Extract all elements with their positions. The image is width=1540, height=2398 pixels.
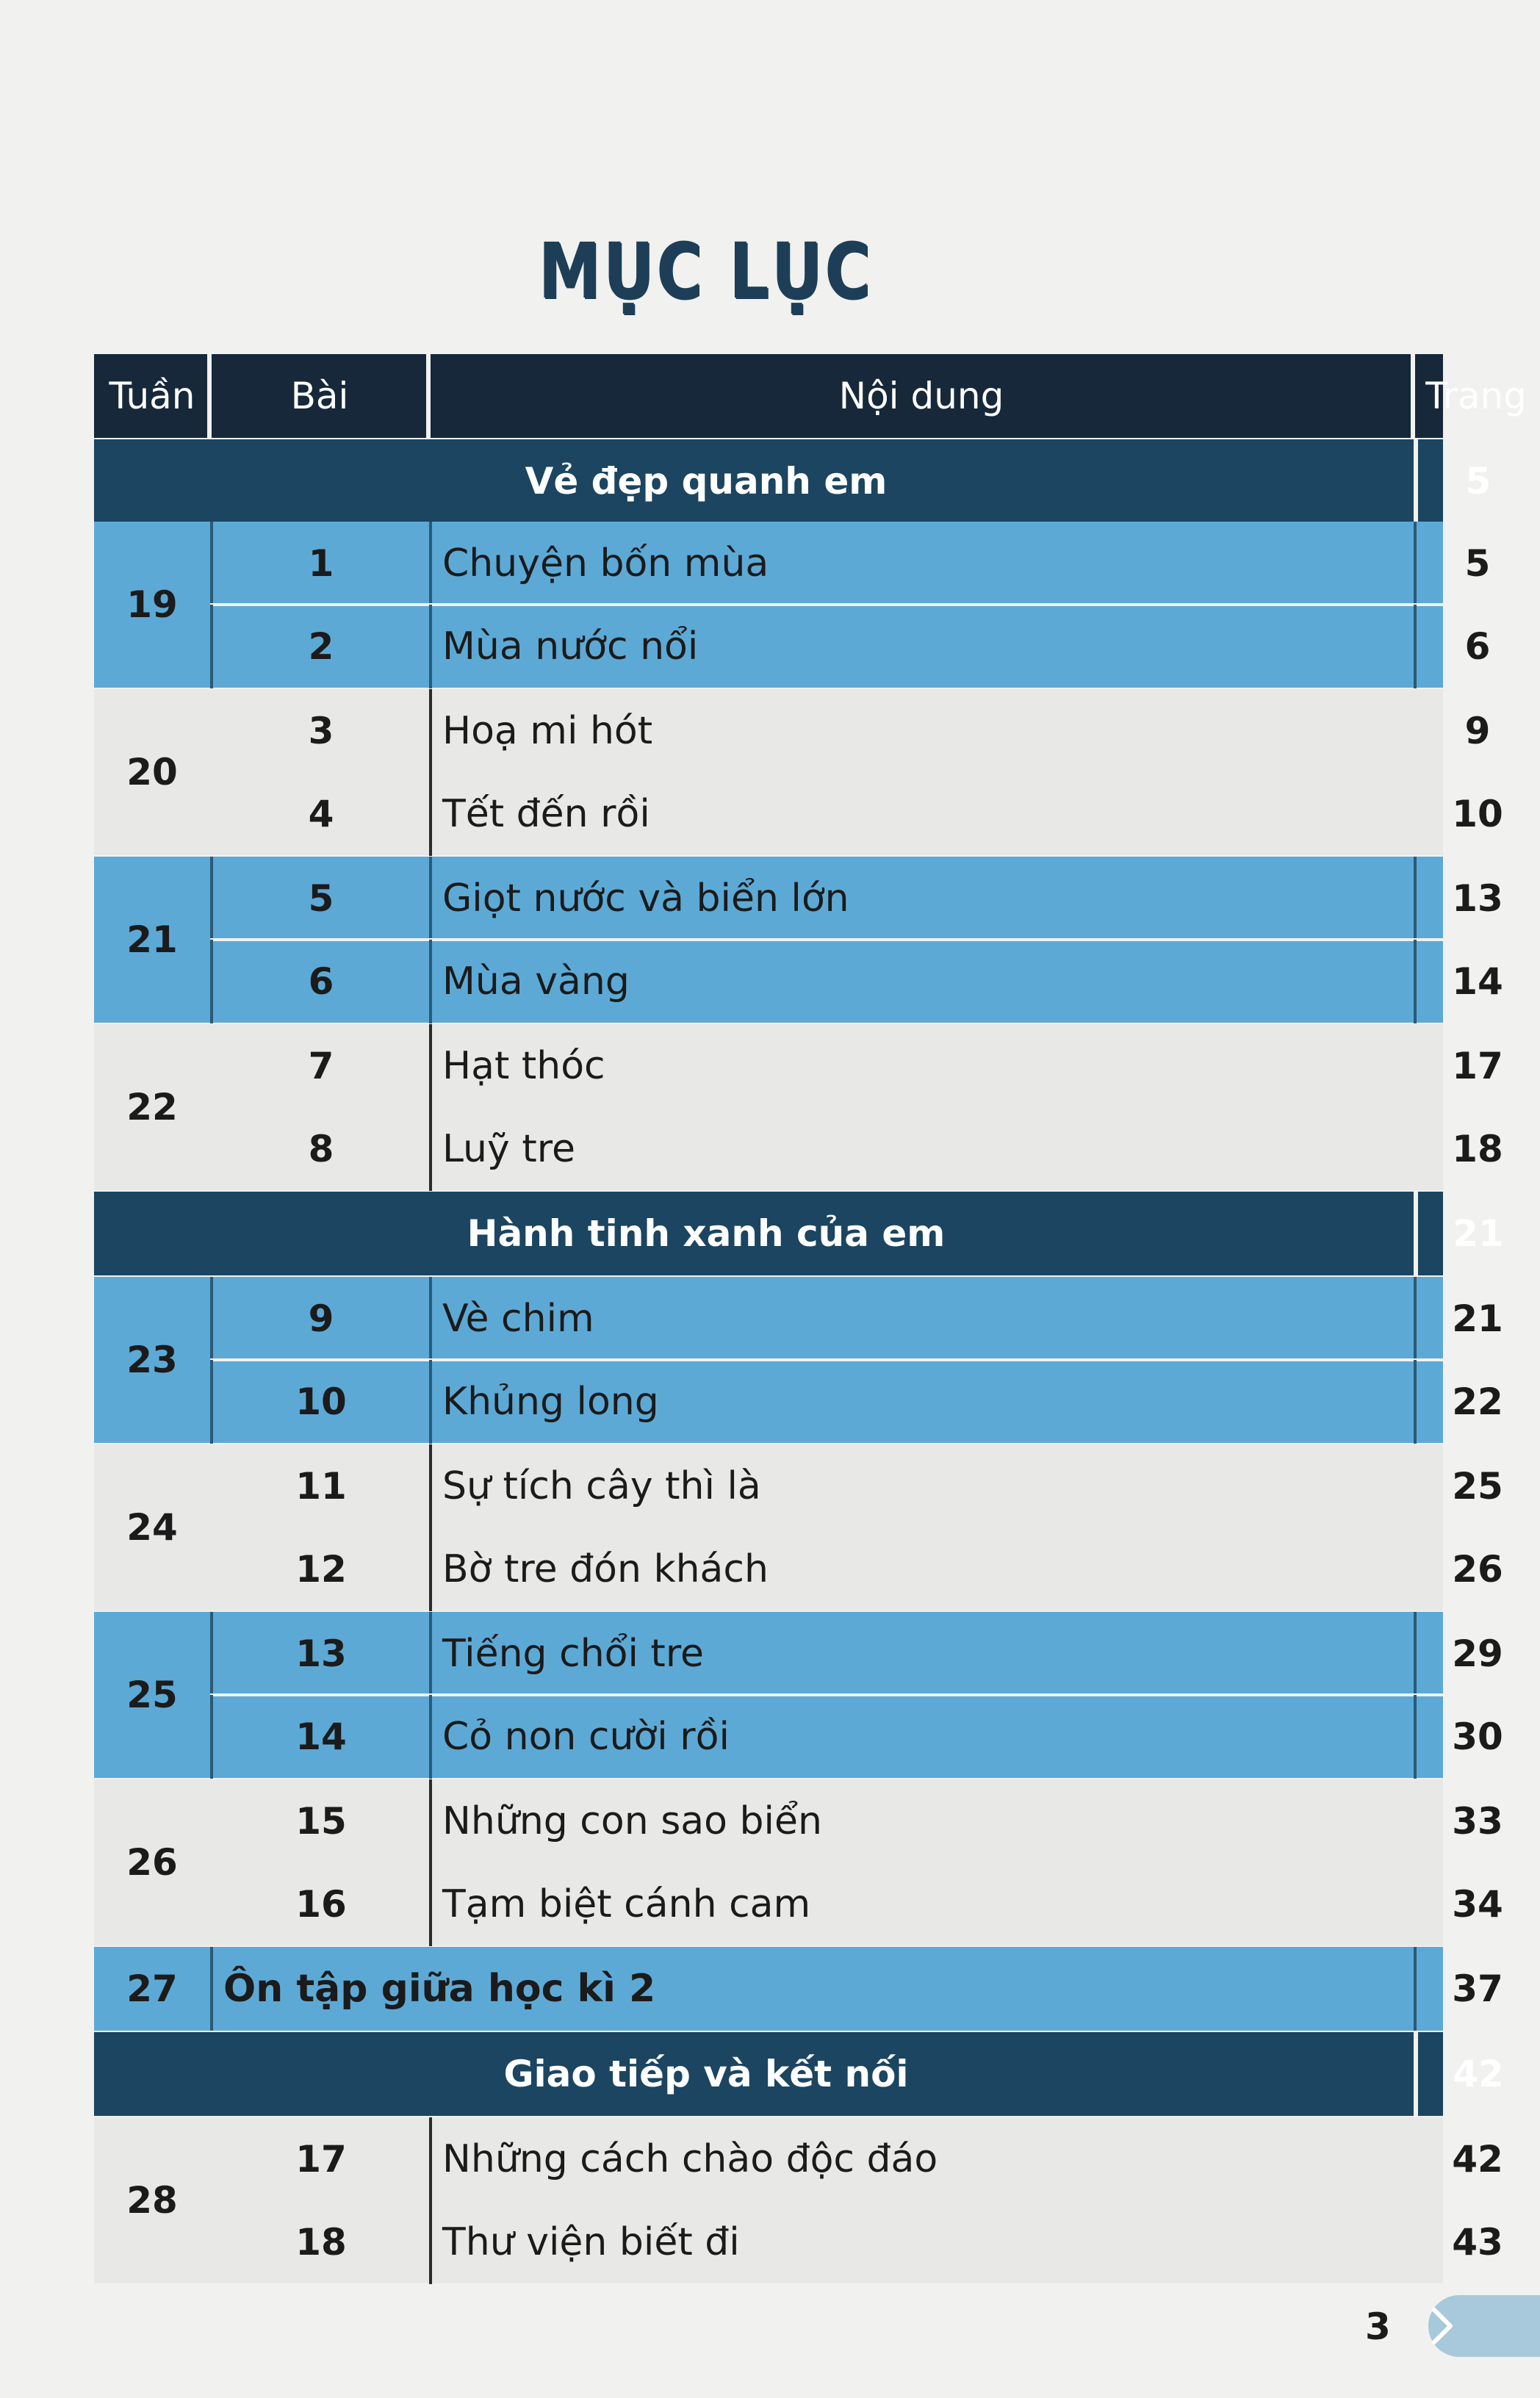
- section-row: [94, 439, 1492, 523]
- lesson-title: Luỹ tre: [429, 1107, 1414, 1191]
- lesson-number: 16: [295, 1883, 347, 1926]
- lesson-page: 29: [1414, 1612, 1539, 1696]
- table-row: [94, 857, 1503, 940]
- lesson-title: Tết đến rồi: [429, 772, 1414, 856]
- lesson-title: Cỏ non cười rồi: [429, 1695, 1414, 1779]
- header-content: Nội dung: [838, 375, 1004, 417]
- lesson-page: 18: [1452, 1128, 1503, 1170]
- lesson-page: 26: [1452, 1548, 1503, 1591]
- section-row: [94, 1192, 1504, 1275]
- table-header: [94, 354, 1527, 438]
- week-number: 21: [126, 918, 178, 961]
- lesson-title: Khủng long: [429, 1360, 1414, 1444]
- lesson-page: 22: [1414, 1360, 1539, 1444]
- week-group: [94, 857, 1503, 1023]
- lesson-number: 18: [295, 2221, 347, 2264]
- table-row: [94, 1695, 1503, 1779]
- chevron-right-icon: [1430, 2305, 1455, 2347]
- week-number: 22: [126, 1086, 178, 1128]
- table-row: [94, 772, 1503, 856]
- lesson-number: 13: [210, 1612, 429, 1696]
- week-number: 19: [126, 583, 178, 626]
- lesson-page: 10: [1452, 793, 1503, 835]
- table-row: [94, 1862, 1503, 1946]
- week-group: [94, 1024, 1503, 1190]
- lesson-number: 7: [308, 1045, 334, 1087]
- lesson-title: Hạt thóc: [429, 1024, 1414, 1108]
- lesson-number: 15: [295, 1800, 347, 1843]
- lesson-number: 10: [210, 1360, 429, 1444]
- lesson-title: Mùa vàng: [429, 940, 1414, 1023]
- section-page: 5: [1414, 439, 1539, 523]
- lesson-number: 4: [308, 793, 334, 835]
- review-title: Ôn tập giữa học kì 2: [210, 1947, 1414, 2031]
- lesson-number: 2: [210, 605, 429, 688]
- lesson-title: Chuyện bốn mùa: [429, 522, 1414, 605]
- table-row: [94, 1277, 1503, 1361]
- week-number: 26: [126, 1841, 178, 1884]
- table-row: [94, 2200, 1503, 2284]
- lesson-title: Bờ tre đón khách: [429, 1527, 1414, 1611]
- review-page: 37: [1414, 1947, 1539, 2031]
- table-row: [94, 605, 1491, 688]
- section-page: 21: [1414, 1192, 1539, 1275]
- lesson-number: 14: [210, 1695, 429, 1779]
- header-lesson: Bài: [290, 375, 349, 417]
- table-row: [94, 1024, 1503, 1108]
- lesson-title: Những con sao biển: [429, 1779, 1414, 1863]
- lesson-number: 11: [295, 1465, 347, 1508]
- week-number: 27: [126, 1967, 178, 2010]
- lesson-page: 5: [1414, 522, 1539, 605]
- week-number: 23: [126, 1339, 178, 1381]
- lesson-title: Những cách chào độc đáo: [429, 2117, 1414, 2201]
- lesson-number: 1: [210, 522, 429, 605]
- section-title: Giao tiếp và kết nối: [503, 2053, 909, 2095]
- lesson-title: Tạm biệt cánh cam: [429, 1862, 1414, 1946]
- lesson-number: 12: [295, 1548, 347, 1591]
- lesson-page: 43: [1452, 2221, 1503, 2264]
- table-row: [94, 1444, 1503, 1528]
- lesson-page: 34: [1452, 1883, 1503, 1926]
- lesson-page: 21: [1414, 1277, 1539, 1361]
- table-row: [94, 2117, 1503, 2201]
- week-group: [94, 2117, 1503, 2283]
- lesson-page: 30: [1414, 1695, 1539, 1779]
- week-number: 25: [126, 1674, 178, 1716]
- week-group: [94, 1277, 1503, 1443]
- week-group: [94, 1779, 1503, 1945]
- lesson-title: Hoạ mi hót: [429, 689, 1414, 773]
- table-row: [94, 689, 1491, 773]
- table-row: [94, 940, 1503, 1023]
- lesson-page: 17: [1452, 1045, 1503, 1087]
- lesson-number: 5: [210, 857, 429, 940]
- table-row: [94, 1527, 1503, 1611]
- lesson-title: Sự tích cây thì là: [429, 1444, 1414, 1528]
- lesson-number: 3: [308, 710, 334, 752]
- lesson-number: 6: [210, 940, 429, 1023]
- page-title: MỤC LỤC: [538, 226, 874, 316]
- table-row: [94, 1360, 1503, 1444]
- lesson-page: 9: [1464, 710, 1491, 752]
- lesson-title: Thư viện biết đi: [429, 2200, 1414, 2284]
- lesson-page: 42: [1452, 2138, 1503, 2181]
- lesson-page: 33: [1452, 1800, 1503, 1843]
- table-row: [94, 1612, 1503, 1696]
- section-row: [94, 2032, 1504, 2116]
- table-row: [94, 522, 1491, 605]
- header-week: Tuần: [109, 375, 195, 417]
- table-row: [94, 1779, 1503, 1863]
- lesson-page: 14: [1414, 940, 1539, 1023]
- lesson-title: Tiếng chổi tre: [429, 1612, 1414, 1696]
- section-page: 42: [1414, 2032, 1539, 2116]
- table-row: [94, 1107, 1503, 1191]
- lesson-title: Giọt nước và biển lớn: [429, 857, 1414, 940]
- lesson-page: 13: [1414, 857, 1539, 940]
- review-row: [94, 1947, 1503, 2031]
- week-group: [94, 1612, 1503, 1778]
- week-group: [94, 522, 1491, 688]
- section-title: Vẻ đẹp quanh em: [525, 460, 888, 503]
- section-title: Hành tinh xanh của em: [467, 1212, 946, 1255]
- week-number: 28: [126, 2179, 178, 2222]
- header-page: Trang: [1425, 375, 1527, 417]
- lesson-title: Mùa nước nổi: [429, 605, 1414, 688]
- lesson-title: Vè chim: [429, 1277, 1414, 1361]
- lesson-number: 17: [295, 2138, 347, 2181]
- lesson-number: 8: [308, 1128, 334, 1170]
- page-number: 3: [1365, 2305, 1391, 2348]
- lesson-number: 9: [210, 1277, 429, 1361]
- lesson-page: 6: [1414, 605, 1539, 688]
- week-number: 24: [126, 1506, 178, 1549]
- week-group: [94, 1444, 1503, 1610]
- week-number: 20: [126, 751, 178, 793]
- lesson-page: 25: [1452, 1465, 1503, 1508]
- week-group: [94, 689, 1503, 855]
